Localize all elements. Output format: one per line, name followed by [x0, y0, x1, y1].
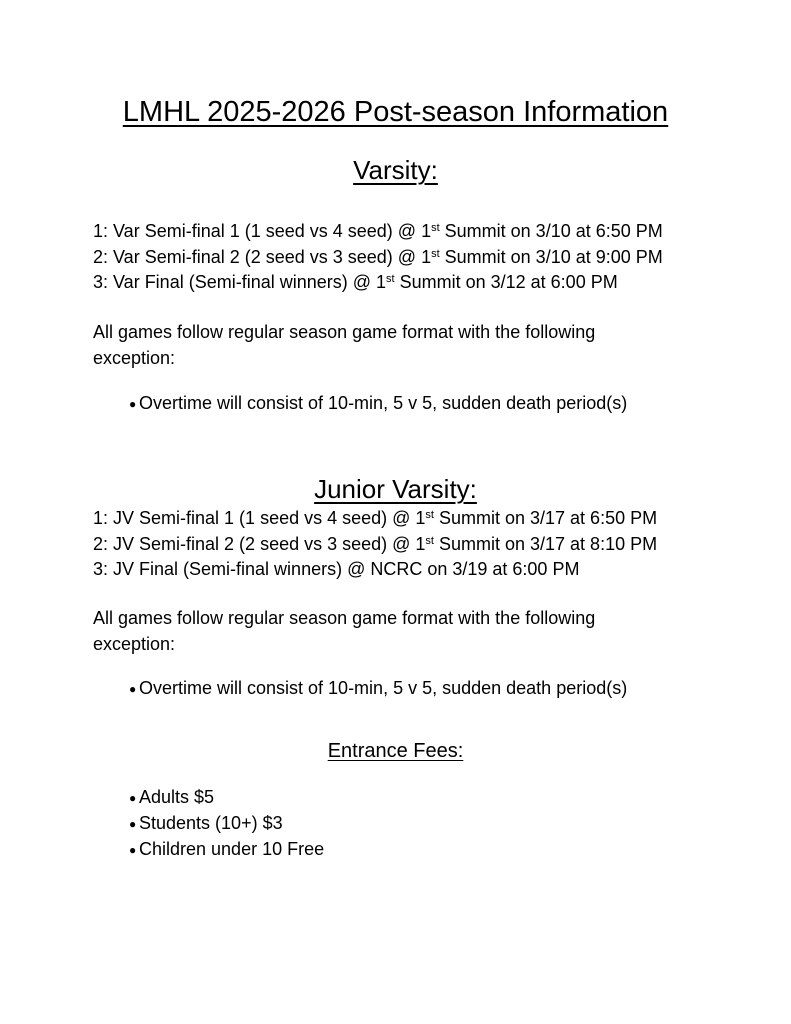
list-item: ● Children under 10 Free: [129, 837, 324, 863]
varsity-games-list: [93, 219, 663, 296]
list-item: ● Overtime will consist of 10-min, 5 v 5, sudden death period(s): [129, 391, 627, 417]
entrance-fees-list: [129, 785, 324, 863]
entrance-fees-heading: Entrance Fees:: [327, 740, 464, 762]
list-item: 3: Var Final (Semi-final winners) @ 1st Summit on 3/12 at 6:00 PM: [93, 272, 618, 292]
list-item: ● Overtime will consist of 10-min, 5 v 5, sudden death period(s): [129, 676, 627, 702]
junior-varsity-games-list: [93, 506, 657, 583]
varsity-format-note: All games follow regular season game format with the following exception:: [93, 322, 596, 368]
list-item: 3: JV Final (Semi-final winners) @ NCRC on 3/19 at 6:00 PM: [93, 559, 580, 579]
bullet-icon: ●: [129, 791, 137, 805]
junior-varsity-exceptions-list: [129, 676, 627, 702]
junior-varsity-heading: Junior Varsity:: [314, 474, 477, 504]
list-item: 1: JV Semi-final 1 (1 seed vs 4 seed) @ 1st Summit on 3/17 at 6:50 PM: [93, 508, 658, 528]
page-title: LMHL 2025-2026 Post-season Information: [122, 96, 669, 128]
bullet-icon: ●: [129, 682, 137, 696]
list-item: 1: Var Semi-final 1 (1 seed vs 4 seed) @ 1st Summit on 3/10 at 6:50 PM: [93, 221, 663, 241]
varsity-heading: Varsity:: [353, 155, 438, 185]
list-item: ● Adults $5: [129, 785, 324, 811]
junior-varsity-format-note: All games follow regular season game format with the following exception:: [93, 608, 596, 654]
bullet-icon: ●: [129, 843, 137, 857]
list-item: 2: Var Semi-final 2 (2 seed vs 3 seed) @ 1st Summit on 3/10 at 9:00 PM: [93, 246, 663, 267]
bullet-icon: ●: [129, 817, 137, 831]
list-item: 2: JV Semi-final 2 (2 seed vs 3 seed) @ 1st Summit on 3/17 at 8:10 PM: [93, 533, 658, 554]
bullet-icon: ●: [129, 397, 137, 411]
varsity-exceptions-list: [129, 391, 627, 417]
list-item: ● Students (10+) $3: [129, 811, 324, 837]
